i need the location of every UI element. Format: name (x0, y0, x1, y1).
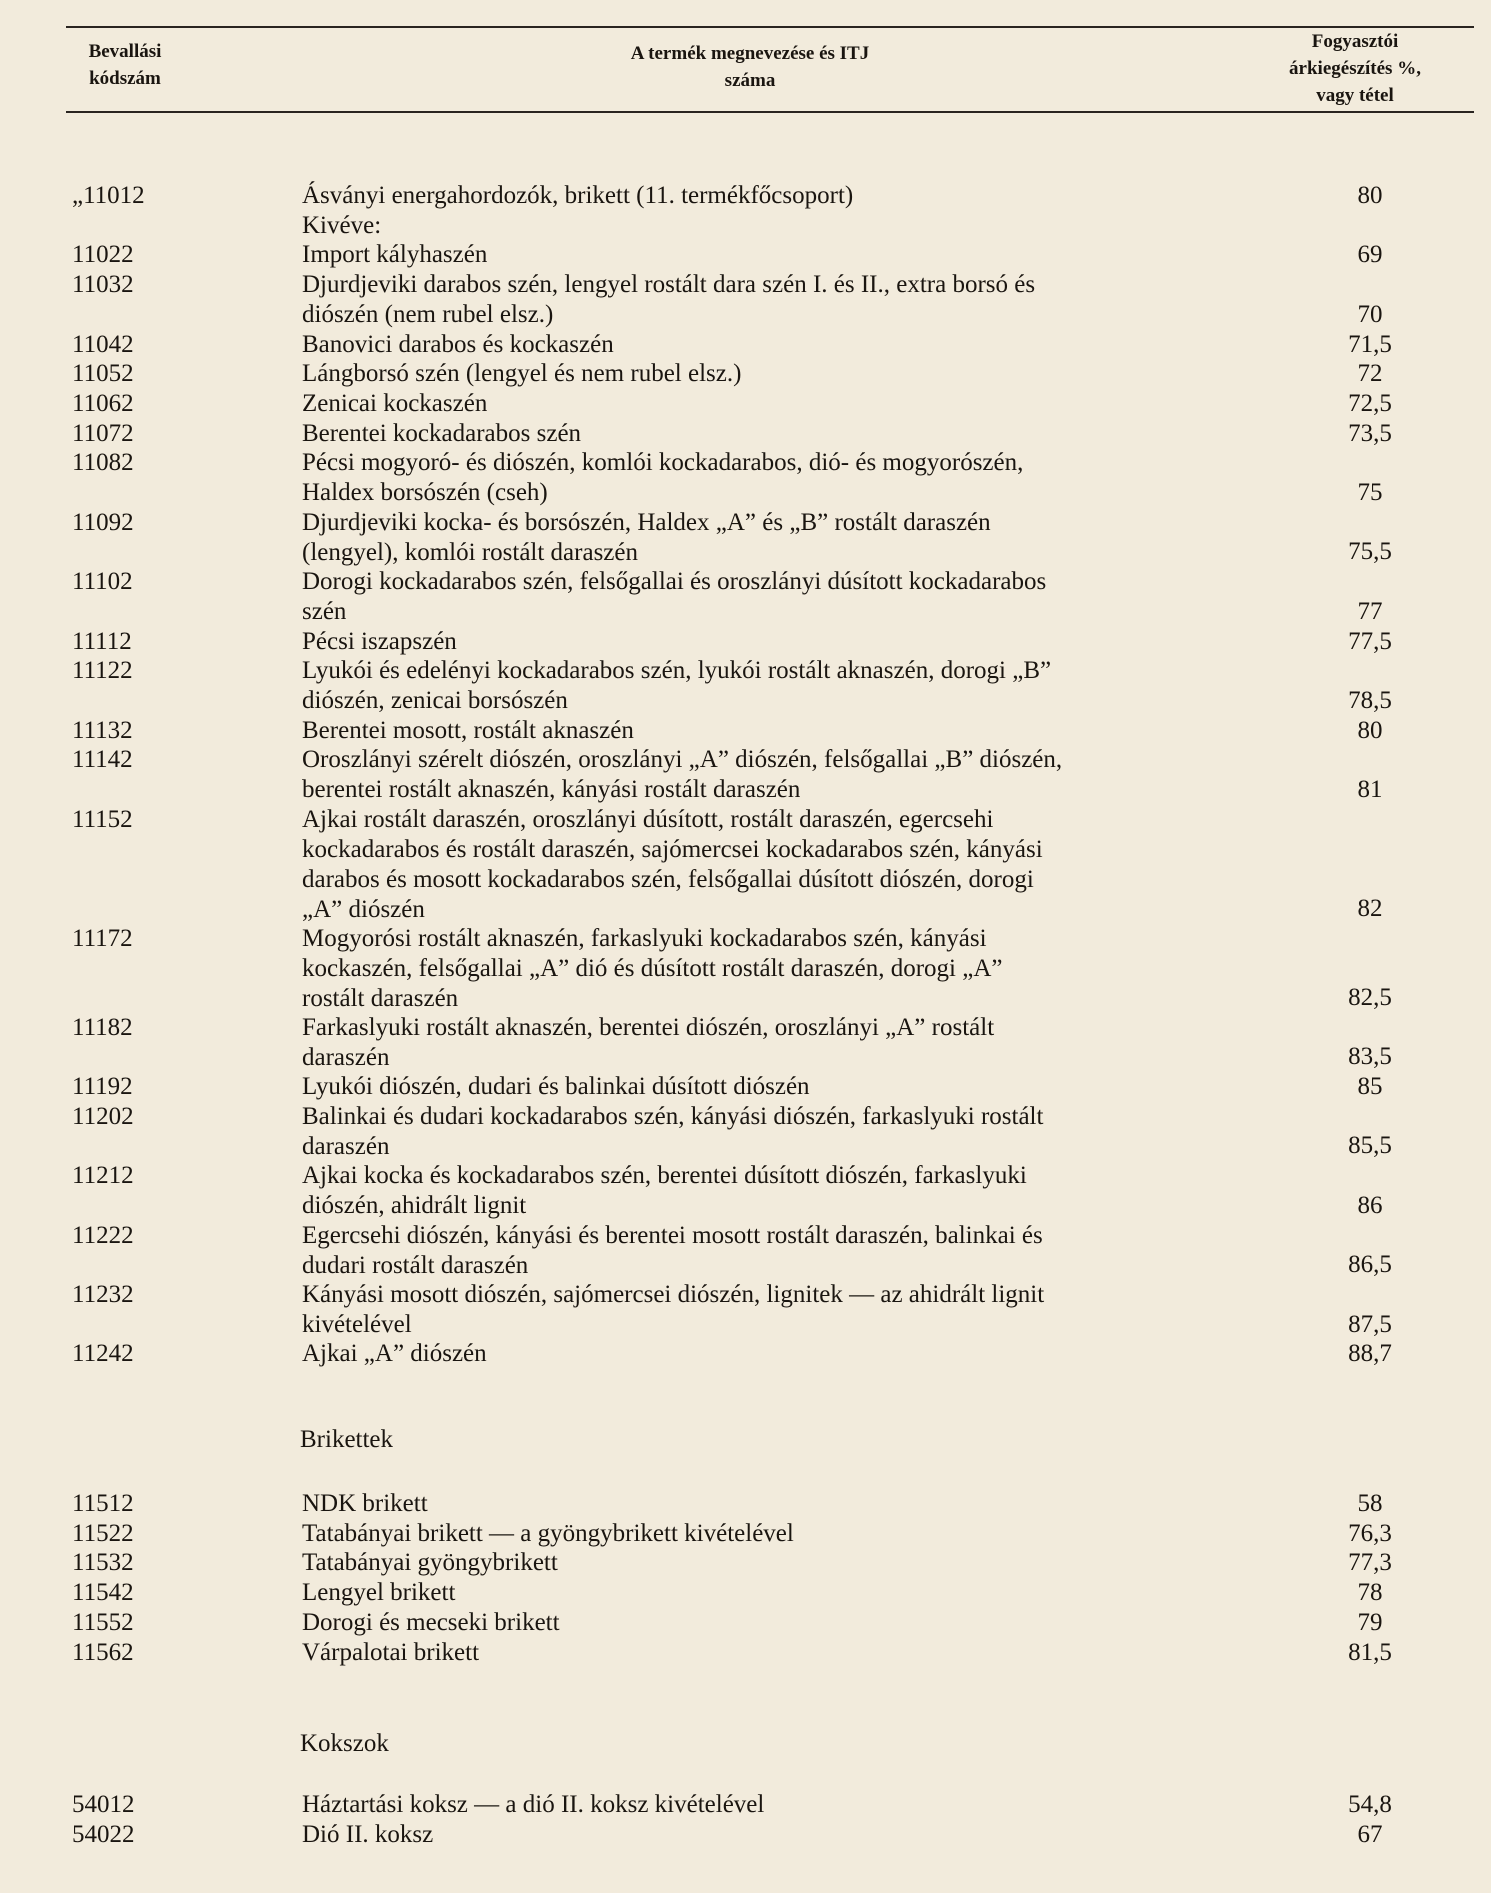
row-code: 11522 (72, 1519, 134, 1547)
row-code: 11552 (72, 1608, 134, 1636)
row-code: 11112 (72, 627, 132, 655)
description-line: Ajkai rostált daraszén, oroszlányi dúsított, rostált daraszén, egercsehi (302, 805, 994, 833)
row-description (302, 330, 614, 360)
row-value: 75,5 (1348, 538, 1392, 566)
description-line: diószén, zenicai borsószén (302, 687, 568, 715)
row-description (302, 1548, 558, 1578)
row-code: 11022 (72, 241, 134, 269)
description-line: Lengyel brikett (302, 1579, 456, 1607)
row-code: 11242 (72, 1340, 134, 1368)
description-line: berentei rostált aknaszén, kányási rostált daraszén (302, 776, 801, 804)
description-line: diószén (nem rubel elsz.) (302, 301, 554, 329)
row-value: 67 (1357, 1820, 1383, 1848)
row-description (302, 1221, 1043, 1281)
section-title-kokszok: Kokszok (300, 1730, 389, 1757)
row-code: 11042 (72, 330, 134, 358)
row-value: 78,5 (1348, 686, 1392, 714)
row-description (302, 656, 1051, 716)
row-description (302, 389, 487, 419)
description-line: Várpalotai brikett (302, 1638, 480, 1666)
row-value: 82,5 (1348, 983, 1392, 1011)
row-code: 11192 (72, 1073, 133, 1100)
description-line: Kivéve: (302, 212, 382, 239)
description-line: Oroszlányi szérelt diószén, oroszlányi „A” diószén, felsőgallai „B” diószén, (302, 746, 1063, 774)
row-code: 11532 (72, 1549, 134, 1577)
row-description (302, 627, 457, 657)
description-line: (lengyel), komlói rostált daraszén (302, 538, 638, 566)
row-description (302, 1102, 1043, 1162)
row-code: 11122 (72, 657, 133, 685)
row-code: 54022 (72, 1820, 135, 1848)
row-code: 11562 (72, 1638, 134, 1666)
row-description (302, 1072, 810, 1102)
description-line: daraszén (302, 1132, 390, 1160)
header-value: Fogyasztói árkiegészítés %, vagy tétel (1289, 31, 1421, 106)
row-description (302, 448, 1023, 508)
description-line: Dió II. koksz (302, 1820, 434, 1848)
description-line: Kányási mosott diószén, sajómercsei diószén, lignitek — az ahidrált lignit (302, 1280, 1045, 1308)
description-line: Haldex borsószén (cseh) (302, 479, 548, 507)
row-value: 72 (1357, 360, 1383, 388)
row-description (302, 1013, 994, 1073)
description-line: kivételével (302, 1310, 412, 1338)
description-line: Dorogi és mecseki brikett (302, 1608, 560, 1636)
row-description (302, 1489, 428, 1519)
row-description (302, 359, 741, 389)
row-description (302, 1280, 1044, 1340)
description-line: „A” diószén (302, 895, 425, 923)
row-code: 11092 (72, 508, 134, 536)
row-code: 11542 (72, 1579, 134, 1607)
description-line: Ásványi energahordozók, brikett (11. termékfőcsoport) (302, 182, 854, 209)
row-code: 11032 (72, 271, 134, 299)
row-code: 11172 (72, 924, 133, 952)
row-description (302, 419, 581, 449)
row-code: 11052 (72, 360, 134, 388)
row-value: 77 (1357, 597, 1383, 625)
description-line: Lyukói diószén, dudari és balinkai dúsított diószén (302, 1073, 810, 1100)
description-line: diószén, ahidrált lignit (302, 1192, 527, 1220)
description-line: Pécsi mogyoró- és diószén, komlói kockadarabos, dió- és mogyorószén, (302, 449, 1024, 477)
row-value: 58 (1357, 1490, 1383, 1517)
row-description (302, 240, 487, 270)
row-code: 11082 (72, 449, 134, 477)
description-line: Djurdjeviki kocka- és borsószén, Haldex „A” és „B” rostált daraszén (302, 508, 991, 536)
description-line: Pécsi iszapszén (302, 627, 457, 655)
row-value: 88,7 (1348, 1340, 1392, 1368)
description-line: Djurdjeviki darabos szén, lengyel rostált dara szén I. és II., extra borsó és (302, 271, 1036, 299)
row-code: 11142 (72, 746, 133, 774)
row-code: 11512 (72, 1490, 134, 1517)
row-value: 78 (1357, 1579, 1383, 1607)
description-line: Tatabányai gyöngybrikett (302, 1549, 558, 1577)
row-value: 81,5 (1348, 1638, 1392, 1666)
description-line: Tatabányai brikett — a gyöngybrikett kivételével (302, 1519, 794, 1547)
description-line: rostált daraszén (302, 984, 459, 1012)
description-line: Berentei kockadarabos szén (302, 419, 582, 447)
row-value: 85,5 (1348, 1132, 1392, 1160)
row-description (302, 1638, 479, 1668)
row-description (302, 1339, 487, 1369)
row-value: 80 (1357, 716, 1383, 744)
row-value: 86,5 (1348, 1251, 1392, 1279)
row-value: 83,5 (1348, 1043, 1392, 1071)
description-line: Balinkai és dudari kockadarabos szén, kányási diószén, farkaslyuki rostált (302, 1102, 1044, 1130)
row-code: 11152 (72, 805, 133, 833)
header-name: A termék megnevezése és ITJ száma (630, 43, 870, 91)
row-value: 54,8 (1348, 1791, 1392, 1818)
description-line: Banovici darabos és kockaszén (302, 330, 614, 358)
row-value: 69 (1357, 241, 1383, 269)
row-code: 11062 (72, 389, 134, 417)
description-line: Háztartási koksz — a dió II. koksz kivételével (302, 1791, 765, 1818)
description-line: Ajkai kocka és kockadarabos szén, berentei dúsított diószén, farkaslyuki (302, 1162, 1027, 1190)
description-line: darabos és mosott kockadarabos szén, felsőgallai dúsított diószén, dorogi (302, 865, 1034, 893)
description-line: Import kályhaszén (302, 241, 488, 269)
row-description (302, 270, 1035, 330)
description-line: Farkaslyuki rostált aknaszén, berentei diószén, oroszlányi „A” rostált (302, 1013, 995, 1041)
description-line: daraszén (302, 1043, 390, 1071)
row-description (302, 1519, 794, 1549)
description-line: Berentei mosott, rostált aknaszén (302, 716, 634, 744)
row-value: 79 (1357, 1608, 1383, 1636)
row-code: 54012 (72, 1791, 135, 1818)
description-line: Zenicai kockaszén (302, 389, 488, 417)
description-line: Lángborsó szén (lengyel és nem rubel elsz.) (302, 360, 742, 388)
header-code: Bevallási kódszám (88, 41, 162, 89)
description-line: szén (302, 598, 347, 626)
row-code: 11222 (72, 1221, 134, 1249)
row-code: 11232 (72, 1280, 134, 1308)
row-value: 72,5 (1348, 389, 1392, 417)
row-description (302, 745, 1062, 805)
row-description (302, 805, 1043, 925)
row-value: 82 (1357, 894, 1383, 922)
row-code: 11202 (72, 1102, 134, 1130)
section-title-brikettek: Brikettek (300, 1426, 394, 1453)
row-value: 86 (1357, 1191, 1383, 1219)
row-description (302, 716, 634, 746)
row-description (302, 1161, 1027, 1221)
description-line: NDK brikett (302, 1490, 428, 1517)
row-code: „11012 (72, 182, 145, 209)
description-line: Dorogi kockadarabos szén, felsőgallai és oroszlányi dúsított kockadarabos (302, 568, 1047, 596)
description-line: Lyukói és edelényi kockadarabos szén, lyukói rostált aknaszén, dorogi „B” (302, 657, 1052, 685)
description-line: Mogyorósi rostált aknaszén, farkaslyuki kockadarabos szén, kányási (302, 924, 987, 952)
row-description (302, 567, 1046, 627)
row-code: 11212 (72, 1162, 134, 1190)
row-value: 76,3 (1348, 1519, 1392, 1547)
row-value: 77,3 (1348, 1549, 1392, 1577)
header-bottom-rule (66, 111, 1474, 113)
row-description (302, 1790, 764, 1820)
row-value: 81 (1357, 776, 1383, 803)
row-description (302, 508, 991, 568)
description-line: Ajkai „A” diószén (302, 1340, 487, 1368)
row-description (302, 1608, 560, 1638)
row-value: 77,5 (1348, 627, 1392, 655)
description-line: kockaszén, felsőgallai „A” dió és dúsított rostált daraszén, dorogi „A” (302, 954, 1003, 982)
row-description (302, 1578, 455, 1608)
row-value: 70 (1357, 300, 1383, 328)
row-code: 11102 (72, 568, 133, 596)
row-value: 85 (1357, 1073, 1383, 1100)
row-code: 11132 (72, 716, 133, 744)
description-line: dudari rostált daraszén (302, 1251, 529, 1279)
row-description (302, 1820, 433, 1850)
row-description (302, 924, 1002, 1014)
description-line: Egercsehi diószén, kányási és berentei mosott rostált daraszén, balinkai és (302, 1221, 1043, 1249)
row-code: 11182 (72, 1013, 133, 1041)
row-value: 80 (1357, 182, 1383, 209)
row-description (302, 181, 853, 241)
row-value: 71,5 (1348, 330, 1392, 358)
row-value: 73,5 (1348, 419, 1392, 447)
row-value: 75 (1357, 479, 1383, 506)
row-value: 87,5 (1348, 1310, 1392, 1338)
row-code: 11072 (72, 419, 134, 447)
description-line: kockadarabos és rostált daraszén, sajómercsei kockadarabos szén, kányási (302, 835, 1043, 863)
